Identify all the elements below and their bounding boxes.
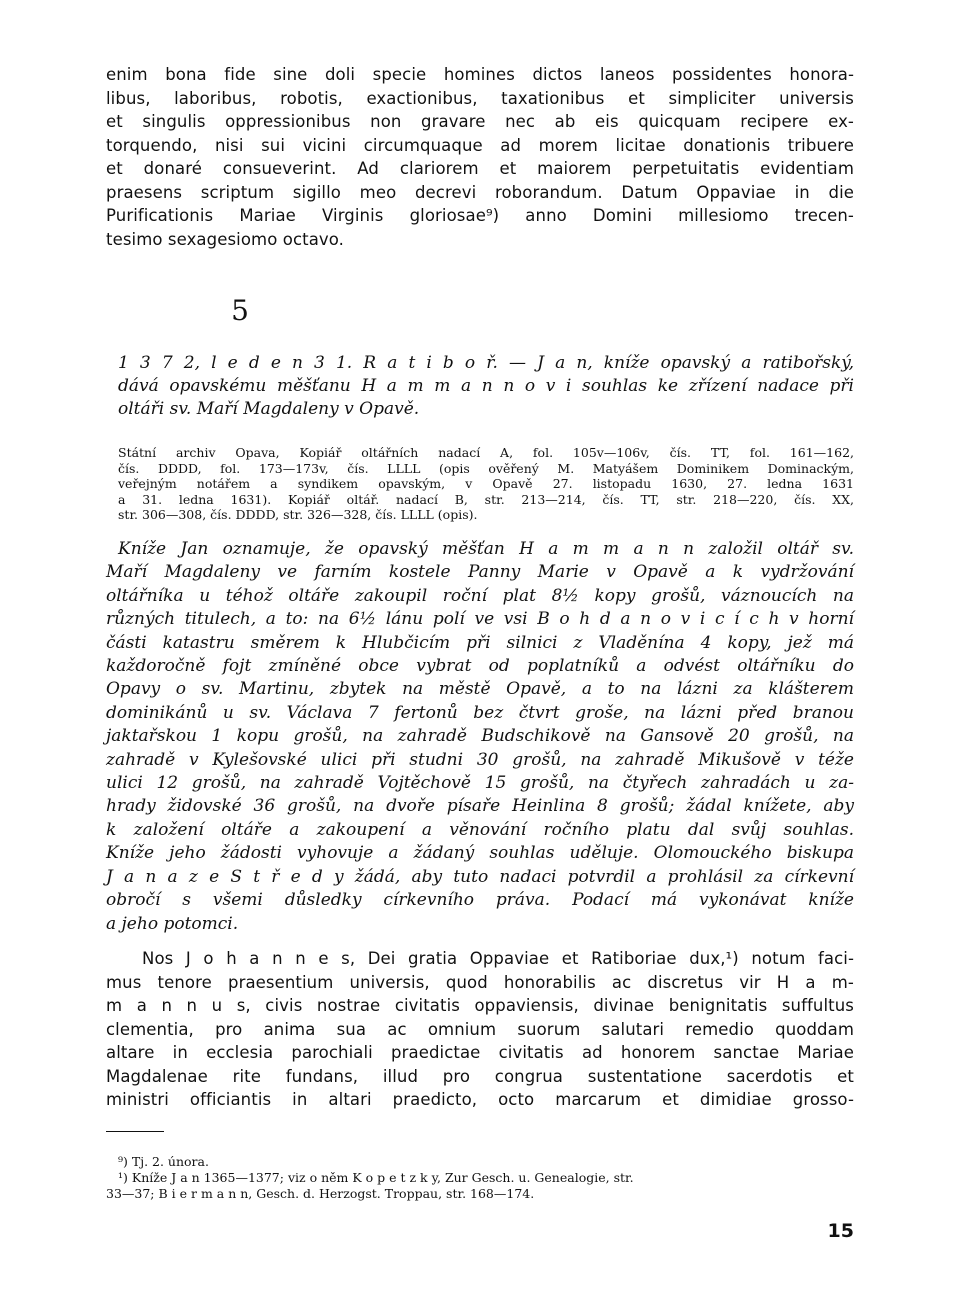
text-line: dává opavskému měšťanu H a m m a n n o v i souhlas ke zřízení nadace při: [118, 376, 854, 396]
text-line: Purificationis Mariae Virginis gloriosae⁹) anno Domini millesiomo trecen-: [106, 206, 854, 225]
archive-sources: [118, 445, 854, 523]
text-line: Státní archiv Opava, Kopiář oltářních nadací A, fol. 105v—106v, čís. TT, fol. 161—162,: [118, 445, 854, 460]
text-line: oltářníka u téhož oltáře zakoupil roční plat 8½ kopy grošů, váznoucích na: [106, 585, 854, 606]
text-line: obročí s všemi důsledky církevního práva. Podací má vykonávat kníže: [106, 890, 854, 911]
text-line: altare in ecclesia parochiali praedictae civitatis ad honorem sanctae Mariae: [106, 1043, 854, 1062]
document-number: 5: [231, 294, 249, 327]
regest-heading: [118, 352, 854, 421]
text-line: ministri officiantis in altari praedicto, octo marcarum et dimidiae grosso-: [106, 1090, 854, 1109]
text-line: hrady židovské 36 grošů, na dvoře písaře Heinlina 8 grošů; žádal knížete, aby: [106, 796, 854, 817]
text-line: et donaré consueverint. Ad clariorem et maiorem perpetuitatis evidentiam: [106, 159, 854, 178]
text-line: Magdalenae rite fundans, illud pro congrua sustentatione sacerdotis et: [106, 1066, 854, 1086]
latin-text-top: [106, 63, 854, 251]
text-line: Kníže Jan oznamuje, že opavský měšťan H a m m a n n založil oltář sv.: [118, 539, 854, 559]
text-line: části katastru směrem k Hlubčicím při silnici z Vladěnína 4 kopy, jež má: [106, 632, 854, 653]
text-line: dominikánů u sv. Václava 7 fertonů bez čtvrt groše, na lázni před branou: [106, 702, 854, 723]
text-line: 1 3 7 2, l e d e n 3 1. R a t i b o ř. — J a n, kníže opavský a ratibořský,: [118, 353, 854, 373]
text-line: každoročně fojt zmíněné obce vybrat od poplatníků a odvést oltářníku do: [106, 656, 854, 677]
text-line: veřejným notářem a syndikem opavským, v Opavě 27. listopadu 1630, 27. ledna 1631: [118, 476, 854, 491]
text-line: k založení oltáře a zakoupení a věnování ročního platu dal svůj souhlas.: [106, 819, 854, 840]
text-line: tesimo sexagesiomo octavo.: [106, 229, 345, 249]
footnote-divider: [106, 1131, 164, 1132]
text-line: str. 306—308, čís. DDDD, str. 326—328, čís. LLLL (opis).: [118, 507, 478, 522]
text-line: Maří Magdaleny ve farním kostele Panny Marie v Opavě a k vydržování: [106, 562, 854, 583]
text-line: clementia, pro anima sua ac omnium suorum salutari remedio quoddam: [106, 1019, 854, 1039]
text-line: a 31. ledna 1631). Kopiář oltář. nadací B, str. 213—214, čís. TT, str. 218—220, čís. XX,: [118, 491, 854, 507]
text-line: oltáři sv. Maří Magdaleny v Opavě.: [118, 399, 420, 419]
text-line: et singulis oppressionibus non gravare nec ab eis quicquam recipere ex-: [106, 112, 854, 131]
page-number: 15: [827, 1220, 854, 1242]
text-line: mus tenore praesentium universis, quod honorabilis ac discretus vir H a m-: [106, 972, 854, 992]
text-line: čís. DDDD, fol. 173—173v, čís. LLLL (opis ověřený M. Matyášem Dominikem Dominackým,: [118, 460, 854, 476]
czech-summary: [106, 538, 854, 936]
text-line: Kníže jeho žádosti vyhovuje a žádaný souhlas uděluje. Olomouckého biskupa: [106, 843, 854, 864]
text-line: enim bona fide sine doli specie homines dictos laneos possidentes honora-: [106, 65, 854, 84]
text-line: zahradě v Kylešovské ulici při studni 30 grošů, na zahradě Mikušově v téže: [106, 749, 854, 770]
text-line: J a n a z e S t ř e d y žádá, aby tuto nadaci potvrdil a prohlásil za církevní: [106, 866, 854, 887]
text-line: libus, laboribus, robotis, exactionibus, taxationibus et simpliciter universis: [106, 88, 854, 108]
text-line: Nos J o h a n n e s, Dei gratia Oppaviae et Ratiboriae dux,¹) notum faci-: [142, 949, 854, 968]
text-line: ulici 12 grošů, na zahradě Vojtěchově 15 grošů, na čtyřech zahradách u za-: [106, 773, 854, 794]
footnote-item: ¹) Kníže J a n 1365—1377; viz o něm K o p e t z k y, Zur Gesch. u. Genealogie, str.: [118, 1170, 634, 1185]
footnote-item: 33—37; B i e r m a n n, Gesch. d. Herzogst. Troppau, str. 168—174.: [106, 1186, 535, 1201]
footnotes: [106, 1154, 854, 1202]
text-line: Opavy o sv. Martinu, zbytek na městě Opavě, a to na lázni za klášterem: [106, 679, 854, 700]
text-line: a jeho potomci.: [106, 913, 239, 934]
text-line: praesens scriptum sigillo meo decrevi roborandum. Datum Oppaviae in die: [106, 182, 854, 202]
text-line: m a n n u s, civis nostrae civitatis oppaviensis, divinae benignitatis suffultus: [106, 996, 854, 1015]
text-line: torquendo, nisi sui vicini circumquaque ad morem licitae donationis tribuere: [106, 135, 854, 155]
footnote-item: ⁹) Tj. 2. února.: [118, 1154, 209, 1169]
latin-text-bottom: [106, 947, 854, 1112]
text-line: různých titulech, a to: na 6½ lánu polí ve vsi B o h d a n o v i c í c h v horní: [106, 609, 854, 630]
text-line: jaktařskou 1 kopu grošů, na zahradě Budschikově na Gansově 20 grošů, na: [106, 726, 854, 747]
